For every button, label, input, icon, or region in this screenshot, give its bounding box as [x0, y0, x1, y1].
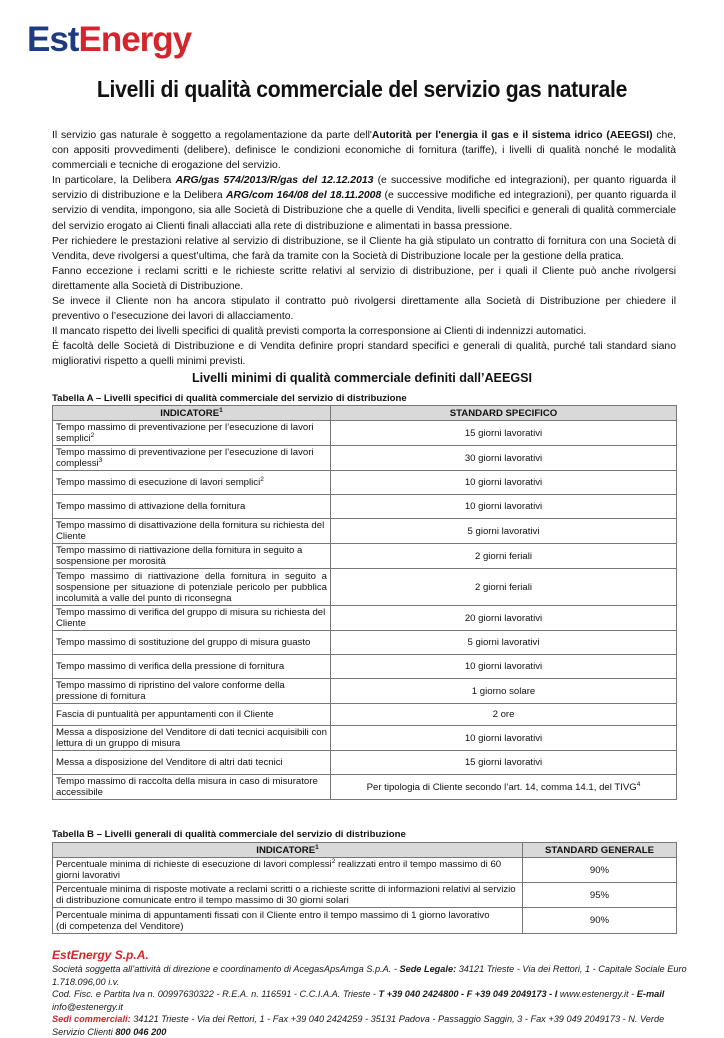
standard-cell: 10 giorni lavorativi [331, 471, 677, 495]
standard-cell: 20 giorni lavorativi [331, 606, 677, 631]
table-row [53, 883, 677, 908]
indicator-cell: Tempo massimo di preventivazione per l’esecuzione di lavori complessi$^3$ [53, 446, 331, 471]
table-row [53, 908, 677, 934]
table-row [53, 446, 677, 471]
section-subtitle: Livelli minimi di qualità commerciale definiti dall’AEEGSI [191, 371, 533, 385]
indicator-cell: Tempo massimo di ripristino del valore conforme della pressione di fornitura [53, 679, 331, 704]
table-row [53, 495, 677, 519]
page-title: Livelli di qualità commerciale del servizio gas naturale [96, 76, 628, 102]
table-row [53, 569, 677, 606]
table-b-header-indicator: INDICATORE$^1$ [53, 843, 523, 858]
indicator-cell: Tempo massimo di preventivazione per l’esecuzione di lavori semplici$^2$ [53, 421, 331, 446]
company-logo [27, 20, 191, 60]
indicator-cell: Tempo massimo di riattivazione della fornitura in seguito a sospensione per situazione di potenziale pericolo per pubblica incolumità a valle del punto di riconsegna [53, 569, 331, 606]
footer-line-3: Sedi commerciali: 34121 Trieste - Via dei Rettori, 1 - Fax +39 040 2424259 - 35131 Padova - Passaggio Saggin, 3 - Fax +39 049 2049173 - N. Verde Servizio Clienti 800 046 200 [52, 1014, 665, 1037]
standard-cell: 5 giorni lavorativi [331, 631, 677, 655]
table-a-header-row [53, 406, 677, 421]
logo-part-est: Est [27, 20, 79, 59]
intro-paragraph-5: Se invece il Cliente non ha ancora stipulato il contratto può rivolgersi direttamente alla Società di Distribuzione per chiedere il preventivo o l’esecuzione dei lavori di allacciamento. [52, 296, 676, 323]
table-b-header-standard: STANDARD GENERALE [523, 843, 677, 858]
footer-line-2: Cod. Fisc. e Partita Iva n. 00997630322 - R.E.A. n. 116591 - C.C.I.A.A. Trieste - T +39 040 2424800 - F +39 049 2049173 - I www.estenergy.it - E-mail info@estenergy.it [52, 989, 665, 1012]
indicator-cell: Percentuale minima di appuntamenti fissati con il Cliente entro il tempo massimo di 1 giorno lavorativo (di competenza del Venditore) [53, 908, 523, 934]
table-row [53, 544, 677, 569]
standard-cell: 15 giorni lavorativi [331, 751, 677, 775]
intro-text [52, 128, 676, 370]
indicator-cell: Percentuale minima di risposte motivate a reclami scritti o a richieste scritte di informazioni relativi al servizio di distribuzione comunicate entro il tempo massimo di 30 giorni solari [53, 883, 523, 908]
indicator-cell: Tempo massimo di riattivazione della fornitura in seguito a sospensione per morosità [53, 544, 331, 569]
table-row [53, 858, 677, 883]
standard-cell: 95% [523, 883, 677, 908]
table-a-header-indicator: INDICATORE$^1$ [53, 406, 331, 421]
indicator-cell: Tempo massimo di disattivazione della fornitura su richiesta del Cliente [53, 519, 331, 544]
table-row [53, 704, 677, 726]
indicator-cell: Tempo massimo di raccolta della misura in caso di misuratore accessibile [53, 775, 331, 800]
intro-paragraph-3: Per richiedere le prestazioni relative al servizio di distribuzione, se il Cliente ha già stipulato un contratto di fornitura con una Società di Vendita, deve rivolgersi a quest’ultima, che farà da tramite con la Società di Distribuzione locale per la gestione della pratica. [52, 235, 676, 262]
indicator-cell: Tempo massimo di verifica del gruppo di misura su richiesta del Cliente [53, 606, 331, 631]
standard-cell: 15 giorni lavorativi [331, 421, 677, 446]
standard-cell: 5 giorni lavorativi [331, 519, 677, 544]
table-b [52, 842, 677, 934]
standard-cell: 2 giorni feriali [331, 544, 677, 569]
intro-paragraph-7: È facoltà delle Società di Distribuzione e di Vendita definire propri standard specifici e generali di qualità, purché tali standard siano migliorativi rispetto a quelli minimi previsti. [52, 341, 676, 368]
indicator-cell: Percentuale minima di richieste di esecuzione di lavori complessi$^2$ realizzati entro il tempo massimo di 60 giorni lavorativi [53, 858, 523, 883]
table-b-header-row [53, 843, 677, 858]
footer-line-1: Società soggetta all’attività di direzione e coordinamento di AcegasApsAmga S.p.A. - Sede Legale: 34121 Trieste - Via dei Rettori, 1 - Capitale Sociale Euro 1.718.096,00 i.v. [52, 964, 687, 987]
standard-cell: 10 giorni lavorativi [331, 495, 677, 519]
indicator-cell: Tempo massimo di verifica della pressione di fornitura [53, 655, 331, 679]
table-row [53, 421, 677, 446]
standard-cell: Per tipologia di Cliente secondo l’art. 14, comma 14.1, del TIVG$^4$ [331, 775, 677, 800]
table-row [53, 679, 677, 704]
standard-cell: 10 giorni lavorativi [331, 726, 677, 751]
table-row [53, 471, 677, 495]
standard-cell: 30 giorni lavorativi [331, 446, 677, 471]
table-a-caption: Tabella A – Livelli specifici di qualità commerciale del servizio di distribuzione [52, 393, 407, 404]
table-row [53, 519, 677, 544]
standard-cell: 90% [523, 908, 677, 934]
website-link[interactable]: www.estenergy.it - [557, 989, 637, 999]
table-row [53, 606, 677, 631]
table-row [53, 655, 677, 679]
table-a-header-standard: STANDARD SPECIFICO [331, 406, 677, 421]
indicator-cell: Messa a disposizione del Venditore di altri dati tecnici [53, 751, 331, 775]
standard-cell: 90% [523, 858, 677, 883]
table-row [53, 631, 677, 655]
table-row [53, 726, 677, 751]
indicator-cell: Fascia di puntualità per appuntamenti con il Cliente [53, 704, 331, 726]
standard-cell: 2 ore [331, 704, 677, 726]
standard-cell: 10 giorni lavorativi [331, 655, 677, 679]
intro-paragraph-6: Il mancato rispetto dei livelli specifici di qualità previsti comporta la corresponsione ai Clienti di indennizzi automatici. [52, 326, 587, 338]
intro-paragraph-1: Il servizio gas naturale è soggetto a regolamentazione da parte dell'Autorità per l'energia il gas e il sistema idrico (AEEGSI) che, con appositi provvedimenti (delibere), definisce le condizioni economiche di fornitura (tariffe), i livelli di qualità nonché le modalità commerciali e tecniche di erogazione del servizio. [52, 130, 676, 172]
intro-paragraph-4: Fanno eccezione i reclami scritti e le richieste scritte relativi al servizio di distribuzione, per i quali il Cliente può anche rivolgersi direttamente alla Società di Distribuzione. [52, 265, 676, 292]
intro-paragraph-2: In particolare, la Delibera ARG/gas 574/2013/R/gas del 12.12.2013 (e successive modifiche ed integrazioni), per quanto riguarda il servizio di distribuzione e la Delibera ARG/com 164/08 del 18.11.2008 (e successive modifiche ed integrazioni), per quanto riguarda il servizio di vendita, impongono, sia alle Società di Distribuzione che a quelle di Vendita, livelli specifici e generali di qualità commerciale del servizio erogato ai Clienti finali allacciati alla rete di distribuzione e alimentati in bassa pressione. [52, 175, 677, 232]
table-a [52, 405, 677, 800]
standard-cell: 1 giorno solare [331, 679, 677, 704]
logo-part-energy: Energy [78, 20, 192, 59]
indicator-cell: Tempo massimo di sostituzione del gruppo di misura guasto [53, 631, 331, 655]
table-row [53, 775, 677, 800]
table-row [53, 751, 677, 775]
footer [52, 948, 692, 1038]
footer-company-name: EstEnergy S.p.A. [52, 948, 149, 962]
email-link[interactable]: info@estenergy.it [52, 1001, 123, 1012]
indicator-cell: Messa a disposizione del Venditore di dati tecnici acquisibili con lettura di un gruppo di misura [53, 726, 331, 751]
standard-cell: 2 giorni feriali [331, 569, 677, 606]
table-b-caption: Tabella B – Livelli generali di qualità commerciale del servizio di distribuzione [52, 829, 406, 840]
indicator-cell: Tempo massimo di attivazione della fornitura [53, 495, 331, 519]
indicator-cell: Tempo massimo di esecuzione di lavori semplici$^2$ [53, 471, 331, 495]
